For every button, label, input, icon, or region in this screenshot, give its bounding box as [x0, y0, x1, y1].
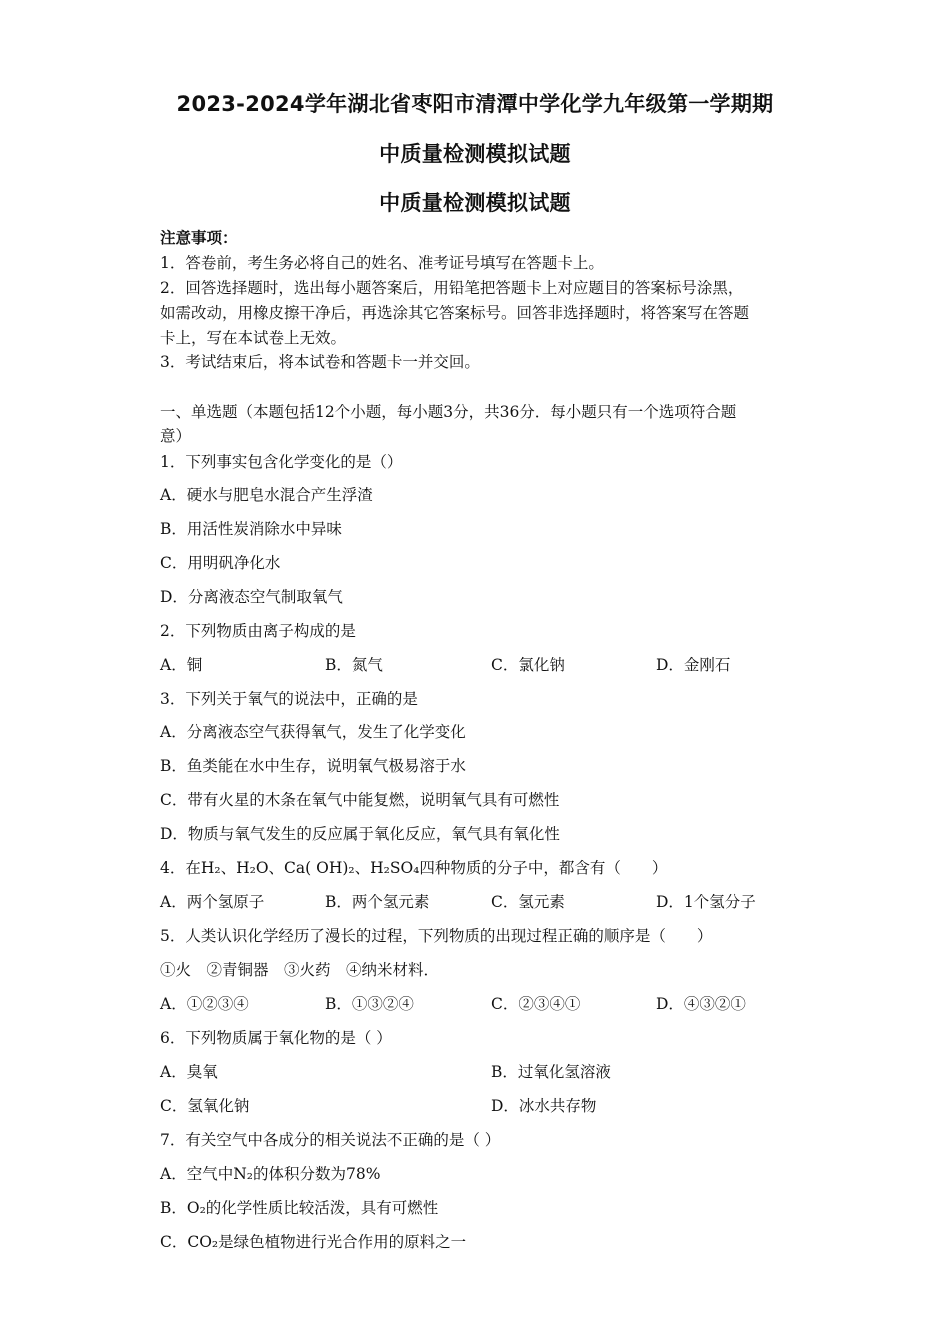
page-title-line-1: 2023-2024学年湖北省枣阳市清潭中学化学九年级第一学期期 — [176, 92, 774, 116]
question-6-stem: 6．下列物质属于氧化物的是（ ） — [160, 1029, 392, 1047]
question-7-option-b: B．O₂的化学性质比较活泼，具有可燃性 — [160, 1199, 439, 1217]
section-heading: 一、单选题（本题包括12个小题，每小题3分，共36分．每小题只有一个选项符合题 — [160, 403, 737, 421]
question-7-option-c: C．CO₂是绿色植物进行光合作用的原料之一 — [160, 1233, 467, 1251]
question-4-options — [160, 892, 800, 912]
question-5-option-d: D．④③②① — [656, 995, 746, 1013]
notice-item: 卡上，写在本试卷上无效。 — [160, 329, 347, 347]
notice-item: 1．答卷前，考生务必将自己的姓名、准考证号填写在答题卡上。 — [160, 254, 604, 272]
question-6-option-d: D．冰水共存物 — [491, 1097, 597, 1115]
question-4-option-a: A．两个氢原子 — [160, 893, 265, 911]
notice-item: 3．考试结束后，将本试卷和答题卡一并交回。 — [160, 353, 480, 371]
page-title-line-3: 中质量检测模拟试题 — [379, 191, 571, 215]
question-7-stem: 7．有关空气中各成分的相关说法不正确的是（ ） — [160, 1131, 501, 1149]
question-3-stem: 3．下列关于氧气的说法中，正确的是 — [160, 690, 418, 708]
question-2-option-b: B．氮气 — [325, 656, 383, 674]
notice-item: 如需改动，用橡皮擦干净后，再选涂其它答案标号。回答非选择题时，将答案写在答题 — [160, 304, 750, 322]
question-5-items: ①火 ②青铜器 ③火药 ④纳米材料． — [160, 961, 440, 979]
question-6-options-ab — [160, 1062, 800, 1082]
question-2-stem: 2．下列物质由离子构成的是 — [160, 622, 356, 640]
question-1-option-b: B．用活性炭消除水中异味 — [160, 520, 342, 538]
question-4-stem: 4．在H₂、H₂O、Ca( OH)₂、H₂SO₄四种物质的分子中，都含有（ ） — [160, 859, 668, 877]
question-3-option-b: B．鱼类能在水中生存，说明氧气极易溶于水 — [160, 757, 466, 775]
question-3-option-c: C．带有火星的木条在氧气中能复燃，说明氧气具有可燃性 — [160, 791, 560, 809]
notice-item: 2．回答选择题时，选出每小题答案后，用铅笔把答题卡上对应题目的答案标号涂黑， — [160, 279, 744, 297]
question-3-option-d: D．物质与氧气发生的反应属于氧化反应，氧气具有氧化性 — [160, 825, 560, 843]
section-heading-cont: 意） — [160, 427, 192, 445]
question-5-options — [160, 994, 800, 1014]
question-6-option-c: C．氢氧化钠 — [160, 1097, 250, 1115]
question-5-option-c: C．②③④① — [491, 995, 581, 1013]
question-2-options — [160, 655, 800, 675]
question-1-option-c: C．用明矾净化水 — [160, 554, 281, 572]
question-1-stem: 1．下列事实包含化学变化的是（） — [160, 453, 403, 471]
question-4-option-b: B．两个氢元素 — [325, 893, 430, 911]
question-7-option-a: A．空气中N₂的体积分数为78% — [160, 1165, 381, 1183]
question-6-option-b: B．过氧化氢溶液 — [491, 1063, 611, 1081]
question-6-options-cd — [160, 1096, 800, 1116]
question-1-option-a: A．硬水与肥皂水混合产生浮渣 — [160, 486, 373, 504]
question-2-option-d: D．金刚石 — [656, 656, 731, 674]
question-4-option-c: C．氢元素 — [491, 893, 565, 911]
question-5-stem: 5．人类认识化学经历了漫长的过程，下列物质的出现过程正确的顺序是（ ） — [160, 927, 713, 945]
question-2-option-c: C．氯化钠 — [491, 656, 565, 674]
page-title-line-2: 中质量检测模拟试题 — [379, 142, 571, 166]
question-6-option-a: A．臭氧 — [160, 1063, 218, 1081]
question-1-option-d: D．分离液态空气制取氧气 — [160, 588, 343, 606]
question-4-option-d: D．1个氢分子 — [656, 893, 756, 911]
notice-heading: 注意事项： — [160, 228, 238, 247]
question-2-option-a: A．铜 — [160, 656, 203, 674]
question-5-option-b: B．①③②④ — [325, 995, 414, 1013]
question-5-option-a: A．①②③④ — [160, 995, 249, 1013]
question-3-option-a: A．分离液态空气获得氧气，发生了化学变化 — [160, 723, 466, 741]
